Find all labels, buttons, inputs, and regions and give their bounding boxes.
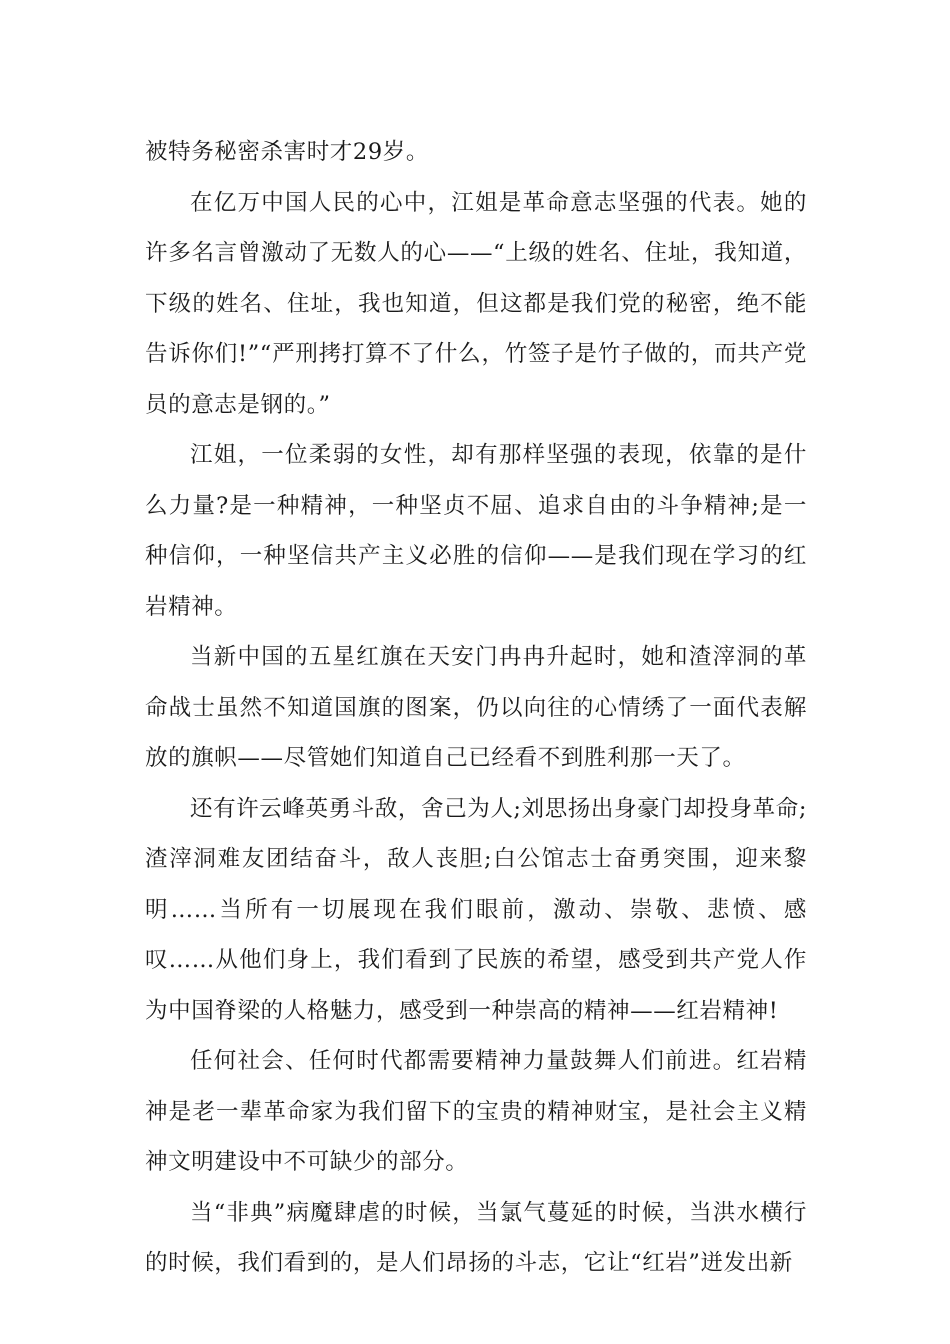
paragraph-6: 任何社会、任何时代都需要精神力量鼓舞人们前进。红岩精神是老一辈革命家为我们留下的宝贵的精神财宝，是社会主义精神文明建设中不可缺少的部分。: [145, 1048, 807, 1175]
paragraph-4: 当新中国的五星红旗在天安门冉冉升起时，她和渣滓洞的革命战士虽然不知道国旗的图案，仍以向往的心情绣了一面代表解放的旗帜——尽管她们知道自己已经看不到胜利那一天了。: [145, 644, 807, 771]
paragraph-7: 当“非典”病魔肆虐的时候，当氯气蔓延的时候，当洪水横行的时候，我们看到的，是人们昂扬的斗志，它让“红岩”迸发出新: [145, 1199, 807, 1276]
paragraph-5: 还有许云峰英勇斗敌，舍己为人;刘思扬出身豪门却投身革命;渣滓洞难友团结奋斗，敌人丧胆;白公馆志士奋勇突围，迎来黎明……当所有一切展现在我们眼前，激动、崇敬、悲愤、感叹……从他们身上，我们看到了民族的希望，感受到共产党人作为中国脊梁的人格魅力，感受到一种崇高的精神——红岩精神!: [145, 795, 807, 1024]
document-body: [145, 127, 807, 1289]
paragraph-2: 在亿万中国人民的心中，江姐是革命意志坚强的代表。她的许多名言曾激动了无数人的心——“上级的姓名、住址，我知道，下级的姓名、住址，我也知道，但这都是我们党的秘密，绝不能告诉你们!”“严刑拷打算不了什么，竹签子是竹子做的，而共产党员的意志是钢的。”: [145, 189, 807, 418]
paragraph-3: 江姐，一位柔弱的女性，却有那样坚强的表现，依靠的是什么力量?是一种精神，一种坚贞不屈、追求自由的斗争精神;是一种信仰，一种坚信共产主义必胜的信仰——是我们现在学习的红岩精神。: [145, 442, 807, 620]
paragraph-1: 被特务秘密杀害时才29岁。: [145, 139, 429, 165]
